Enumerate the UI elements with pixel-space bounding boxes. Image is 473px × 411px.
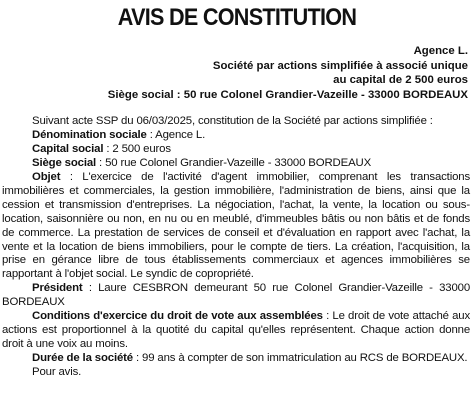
company-name: Agence L. bbox=[413, 45, 468, 57]
siege-label: Siège social bbox=[32, 157, 97, 170]
notice-body bbox=[2, 115, 472, 379]
capital-label: Capital social bbox=[32, 143, 104, 156]
notice-title: AVIS DE CONSTITUTION bbox=[117, 4, 357, 31]
siege-value: : 50 rue Colonel Grandier-Vazeille - 33000 BORDEAUX bbox=[96, 157, 372, 170]
closing-line: Pour avis. bbox=[32, 365, 82, 378]
duree-paragraph bbox=[2, 352, 470, 366]
objet-paragraph bbox=[2, 171, 470, 282]
intro-paragraph: Suivant acte SSP du 06/03/2025, constitution de la Société par actions simplifiée : bbox=[32, 115, 433, 128]
objet-label: Objet bbox=[32, 171, 61, 183]
capital-value: : 2 500 euros bbox=[103, 143, 171, 156]
company-seat: Siège social : 50 rue Colonel Grandier-Vazeille - 33000 BORDEAUX bbox=[107, 88, 468, 101]
vote-value: : Le droit de vote attaché aux actions est proportionnel à la quotité du capital qu'elles représentent. Chaque action donne droit à une voix au moins. bbox=[2, 310, 470, 350]
denomination-value: : Agence L. bbox=[146, 129, 206, 142]
duree-value: : 99 ans à compter de son immatriculation au RCS de BORDEAUX. bbox=[132, 351, 468, 364]
duree-label: Durée de la société bbox=[32, 351, 133, 364]
president-label: Président bbox=[32, 282, 83, 295]
company-capital: au capital de 2 500 euros bbox=[333, 74, 468, 87]
denomination-label: Dénomination sociale bbox=[32, 129, 147, 142]
president-value: : Laure CESBRON demeurant 50 rue Colonel Grandier-Vazeille - 33000 BORDEAUX bbox=[2, 282, 470, 309]
objet-value: : L'exercice de l'activité d'agent immobilier, comprenant les transactions immobilières et commerciales, la gestion immobilière, l'administration de biens, ainsi que la cession et transmission d'entreprises. La négociation, l'achat, la vente, la location ou sous-location, saisonnière ou non, en nu ou en meublé, d'immeubles bâtis ou non bâtis et de fonds de commerce. La prestation de services de conseil et d'évaluation en rapport avec l'achat, la vente et la location de biens immobiliers, pour le compte de tiers. La création, l'acquisition, la prise en gérance libre de tous établissements commerciaux et agences immobilières se rapportant à l'objet social. Le syndic de copropriété. bbox=[2, 171, 470, 281]
president-paragraph bbox=[2, 282, 470, 310]
vote-paragraph bbox=[2, 310, 470, 352]
company-form: Société par actions simplifiée à associé unique bbox=[212, 59, 468, 72]
denomination-line bbox=[2, 129, 470, 143]
vote-label: Conditions d'exercice du droit de vote aux assemblées bbox=[32, 310, 323, 323]
capital-line bbox=[2, 143, 470, 157]
siege-line bbox=[2, 157, 470, 171]
company-header bbox=[2, 44, 472, 102]
